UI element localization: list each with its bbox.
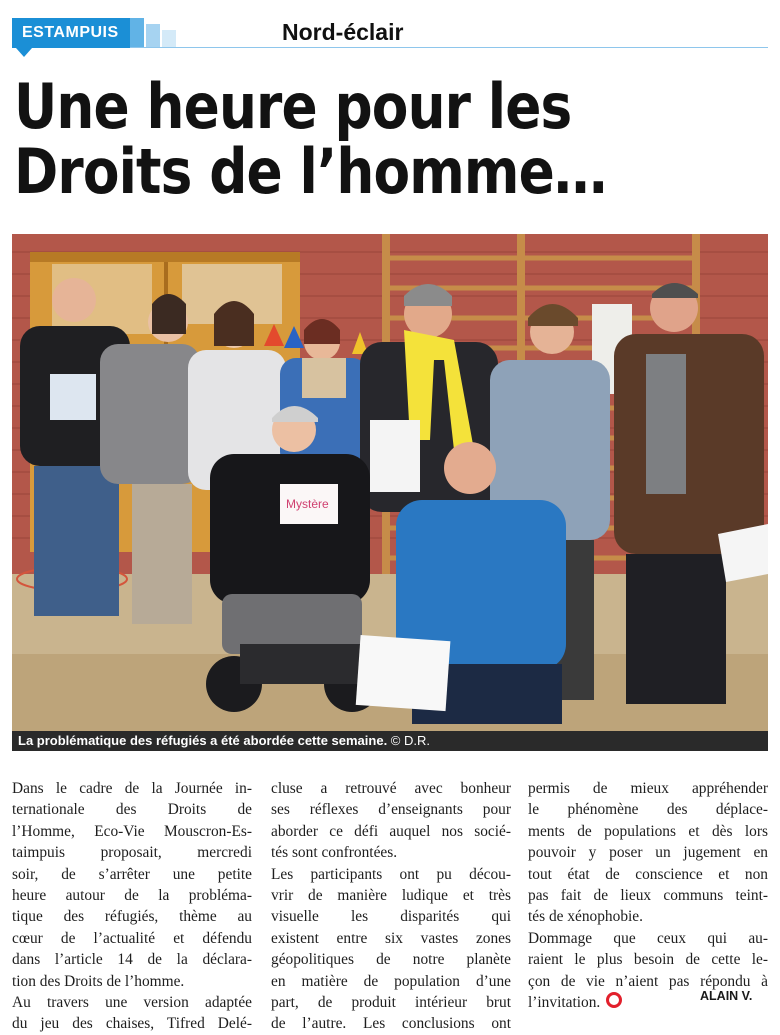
- rubric-fade-block: [146, 24, 160, 48]
- end-of-article-icon: [606, 992, 622, 1008]
- article-line: soir, de s’arrêter une petite: [12, 865, 252, 883]
- article-line: le phénomène des déplace-: [528, 801, 768, 819]
- article-line: aborder ce défi auquel nos socié-: [271, 822, 511, 840]
- headline-line-1: Une heure pour les: [14, 70, 572, 143]
- article-column-1: [12, 778, 252, 1035]
- article-line: permis de mieux appréhender: [528, 780, 768, 797]
- article-line: heure autour de la probléma-: [12, 886, 252, 904]
- article-line: existent entre six vastes zones: [271, 929, 511, 947]
- rubric-fade-block: [130, 18, 144, 48]
- article-line: l’Homme, Eco-Vie Mouscron-Es-: [12, 822, 252, 840]
- article-line: Au travers une version adaptée: [12, 993, 252, 1011]
- article-line: cluse a retrouvé avec bonheur: [271, 780, 511, 797]
- article-line: tique des réfugiés, thème au: [12, 908, 252, 926]
- rubric-fade-block: [162, 30, 176, 48]
- article-line: ses réflexes d’enseignants pour: [271, 801, 511, 819]
- article-line: raient le plus besoin de cette le-: [528, 951, 768, 969]
- article-line: ments de populations et dès lors: [528, 822, 768, 840]
- photo-credit: © D.R.: [387, 733, 430, 748]
- header-rule: [130, 47, 768, 48]
- article-line: pas fait de lieux communs teint-: [528, 886, 768, 904]
- article-line: ternationale des Droits de: [12, 801, 252, 819]
- article-final-words: l’invitation.: [528, 993, 601, 1011]
- article-line: çon de vie n’aient pas répondu à: [528, 972, 768, 990]
- article-line: Dans le cadre de la Journée in-: [12, 780, 252, 797]
- newspaper-masthead: Nord-éclair: [282, 19, 404, 45]
- article-line: tion des Droits de l’homme.: [12, 972, 185, 990]
- article-line: dans l’article 14 de la déclara-: [12, 951, 252, 969]
- photo-caption: [12, 731, 768, 751]
- section-header: [12, 18, 768, 62]
- article-line: vrir de manière ludique et très: [271, 886, 511, 904]
- article-line: du jeu des chaises, Tifred Delé-: [12, 1015, 252, 1033]
- article-line: géopolitiques de notre planète: [271, 951, 511, 969]
- sign-mystere-text: Mystère: [286, 497, 329, 511]
- article-line: taimpuis proposait, mercredi: [12, 844, 252, 862]
- section-rubric: ESTAMPUIS: [12, 18, 130, 48]
- caption-text: La problématique des réfugiés a été abordée cette semaine.: [18, 733, 388, 748]
- article-line: en matière de population d’une: [271, 972, 511, 990]
- article-line: de l’autre. Les conclusions ont: [271, 1015, 511, 1033]
- rubric-tail-shape: [16, 48, 32, 57]
- article-line: visuelle les disparités qui: [271, 908, 511, 926]
- article-line: tés de xénophobie.: [528, 908, 643, 926]
- article-headline: [14, 70, 650, 209]
- article-photo: [12, 234, 768, 731]
- article-line: cœur de l’actualité et défendu: [12, 929, 252, 947]
- headline-line-2: Droits de l’homme…: [14, 135, 607, 209]
- article-column-2: [271, 778, 511, 1035]
- article-column-3: [528, 778, 768, 1013]
- article-line: tout état de conscience et non: [528, 865, 768, 883]
- article-line: tés sont confrontées.: [271, 844, 398, 862]
- article-line: Dommage que ceux qui au-: [528, 929, 768, 947]
- article-line: Les participants ont pu décou-: [271, 865, 511, 883]
- article-line: pouvoir y poser un jugement en: [528, 844, 768, 862]
- article-author: ALAIN V.: [700, 989, 753, 1003]
- article-line: part, de produit intérieur brut: [271, 993, 511, 1011]
